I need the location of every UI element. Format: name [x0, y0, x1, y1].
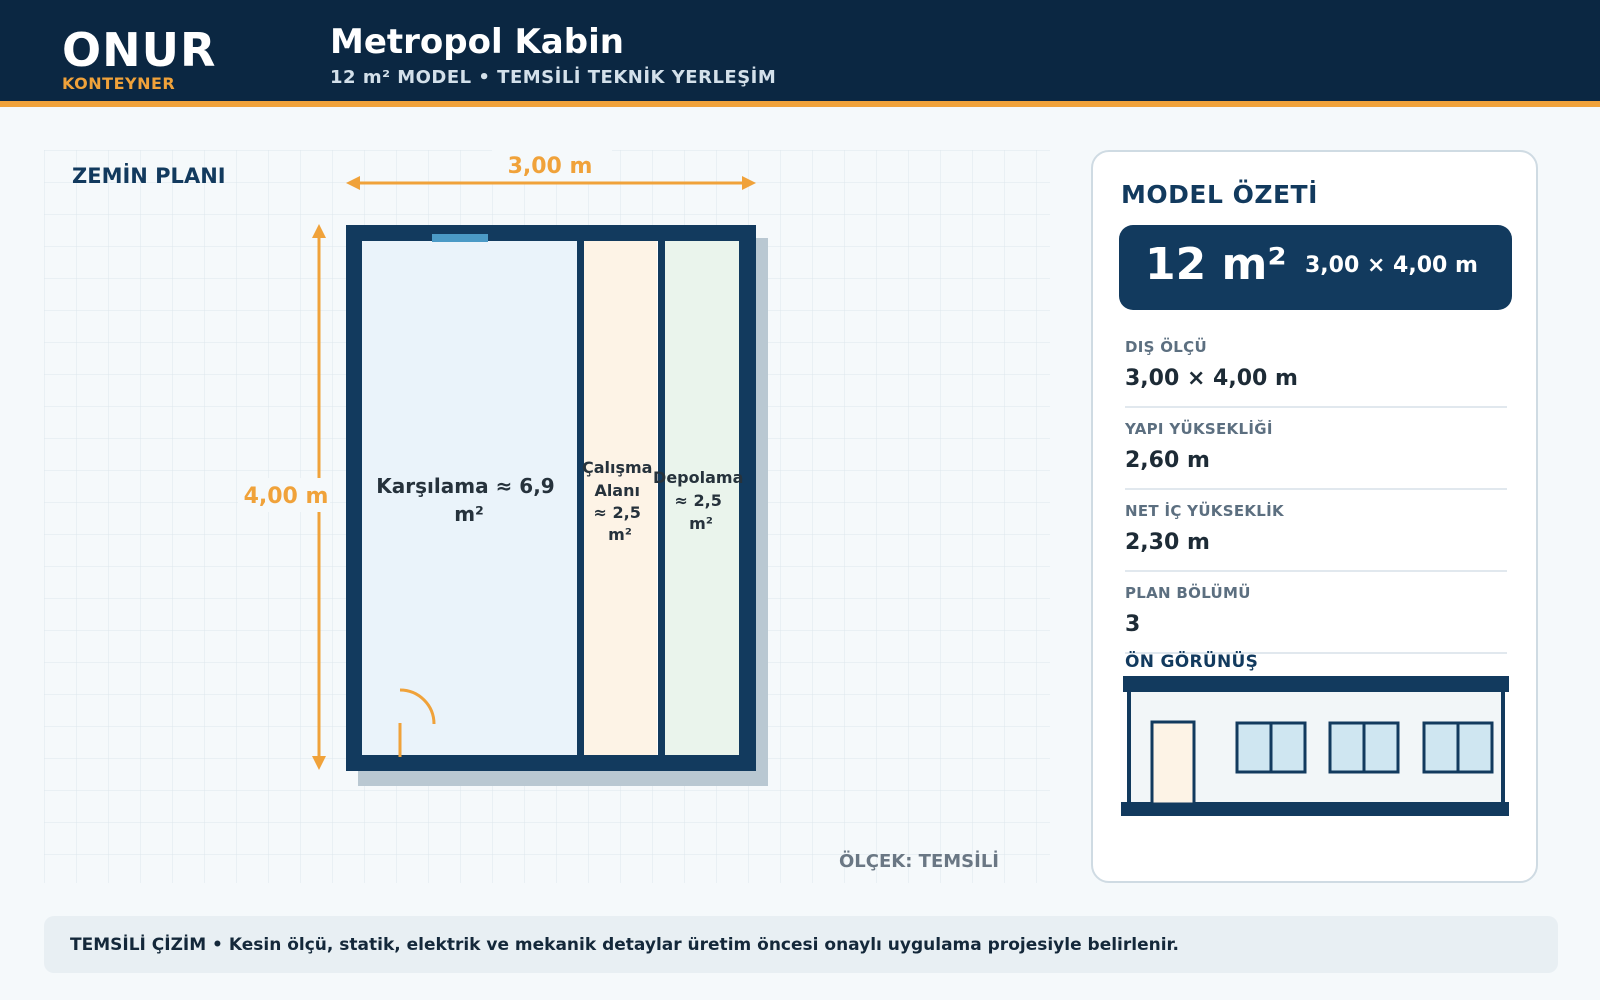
brand-name: ONUR: [62, 23, 217, 77]
summary-title: MODEL ÖZETİ: [1121, 180, 1318, 209]
brand-logo: [62, 24, 216, 76]
front-view-door: [1152, 722, 1194, 804]
scale-label: ÖLÇEK: TEMSİLİ: [838, 851, 999, 872]
page-subtitle: 12 m² MODEL • TEMSİLİ TEKNİK YERLEŞİM: [330, 67, 777, 88]
room-label-storage: Depolama ≈ 2,5 m²: [653, 468, 744, 533]
area-badge: [1119, 225, 1512, 310]
spec-structure-height: [1125, 408, 1507, 490]
spec-label: YAPI YÜKSEKLİĞİ: [1125, 420, 1273, 438]
plan-title: ZEMİN PLANI: [72, 164, 226, 188]
width-dimension-label: 3,00 m: [507, 154, 593, 179]
spec-outer-size: [1125, 326, 1507, 408]
inner-wall-top: [357, 236, 745, 241]
inner-wall-right: [739, 236, 745, 760]
inner-wall-bottom: [357, 755, 745, 760]
front-view-window-3: [1424, 723, 1492, 772]
page-title: Metropol Kabin: [330, 22, 624, 62]
spec-net-height: [1125, 490, 1507, 572]
spec-label: NET İÇ YÜKSEKLİK: [1125, 502, 1284, 520]
room-reception: [362, 241, 577, 755]
front-view-title: ÖN GÖRÜNÜŞ: [1125, 652, 1259, 672]
spec-value: 3,00 × 4,00 m: [1125, 366, 1298, 391]
spec-label: DIŞ ÖLÇÜ: [1125, 338, 1207, 356]
front-view-wall-right: [1501, 690, 1505, 804]
partition-wall-2: [658, 236, 665, 760]
area-value: 12 m²: [1145, 239, 1287, 290]
footer-note: [44, 916, 1558, 973]
height-dimension-label: 4,00 m: [243, 484, 329, 509]
floor-plan: [0, 110, 1060, 890]
header: [0, 0, 1600, 107]
spec-label: PLAN BÖLÜMÜ: [1125, 584, 1251, 602]
front-view-wall-left: [1127, 690, 1131, 804]
brand-subtitle: KONTEYNER: [62, 74, 176, 93]
spec-plan-sections: [1125, 572, 1507, 654]
room-label-work-area: Çalışma Alanı ≈ 2,5 m²: [581, 458, 653, 544]
front-view-roof: [1123, 676, 1509, 692]
spec-value: 2,30 m: [1125, 530, 1210, 555]
inner-wall-left: [357, 236, 362, 760]
spec-value: 3: [1125, 612, 1141, 637]
partition-wall-1: [577, 236, 584, 760]
front-view-window-1: [1237, 723, 1305, 772]
model-summary-panel: [1091, 150, 1538, 883]
spec-value: 2,60 m: [1125, 448, 1210, 473]
window-icon: [432, 234, 488, 242]
footer-text: TEMSİLİ ÇİZİM • Kesin ölçü, statik, elektrik ve mekanik detaylar üretim öncesi onaylı uygulama projesiyle belirlenir.: [70, 935, 1179, 955]
front-view: [1121, 674, 1513, 824]
room-label-reception: Karşılama ≈ 6,9 m²: [376, 474, 555, 526]
front-view-window-2: [1330, 723, 1398, 772]
area-dimensions: 3,00 × 4,00 m: [1305, 253, 1478, 278]
